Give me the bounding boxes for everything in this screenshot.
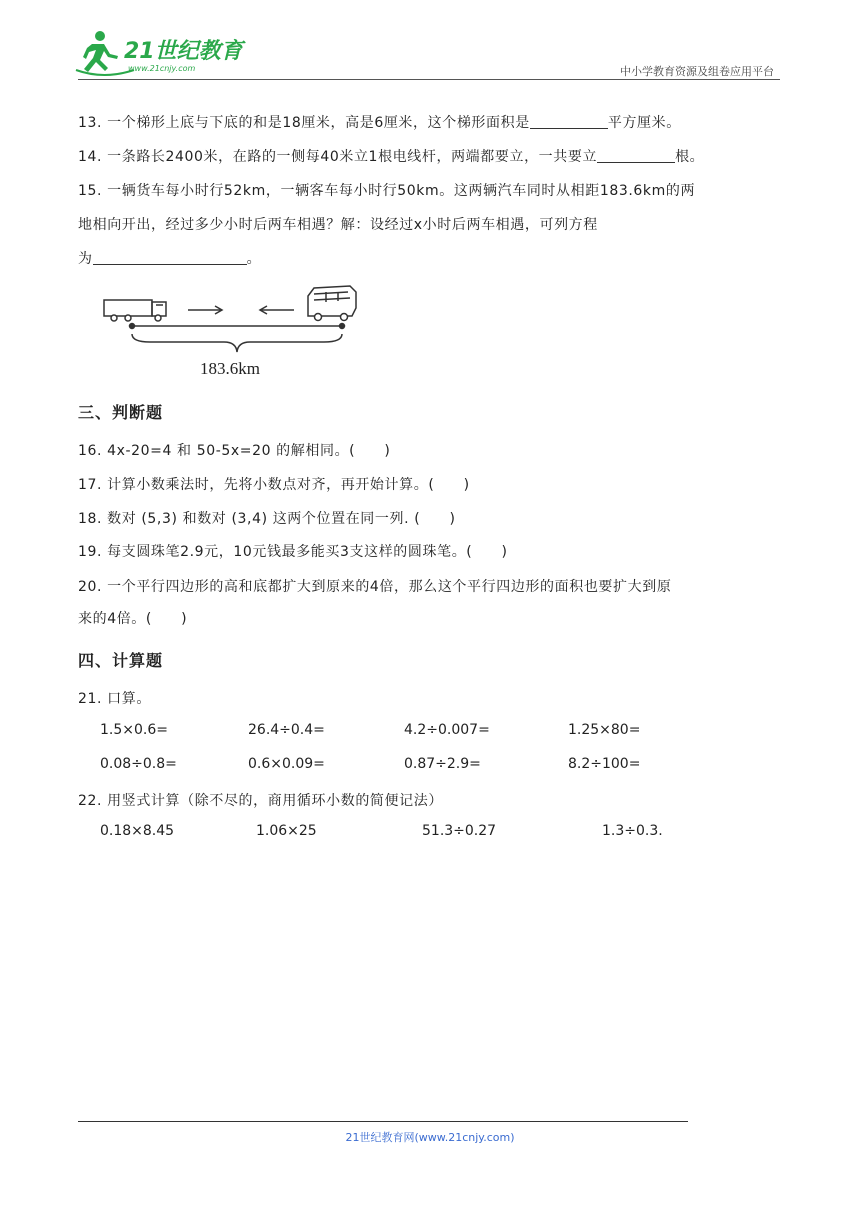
right-arrow-icon [188,306,222,314]
question-19: 19. 每支圆珠笔2.9元，10元钱最多能买3支这样的圆珠笔。( ) [78,544,508,560]
left-arrow-icon [260,306,294,314]
oral-calc-item: 0.08÷0.8= [100,756,177,772]
footer-divider [78,1121,688,1122]
answer-blank-15 [93,250,247,265]
footer-link[interactable]: 21世纪教育网(www.21cnjy.com) [345,1131,515,1144]
distance-brace [132,334,342,352]
answer-blank-13 [530,114,608,129]
oral-calc-item: 26.4÷0.4= [248,722,325,738]
distance-label: 183.6km [200,359,260,378]
vertical-calc-item: 1.06×25 [256,823,317,839]
question-13-suffix: 平方厘米。 [607,115,681,131]
question-20-line-1: 20. 一个平行四边形的高和底都扩大到原来的4倍，那么这个平行四边形的面积也要扩大到原 [78,579,672,595]
site-logo [74,26,274,78]
oral-calc-item: 8.2÷100= [568,756,641,772]
oral-calc-item: 0.87÷2.9= [404,756,481,772]
question-21-title: 21. 口算。 [78,691,151,707]
distance-line [130,324,345,329]
header-divider [78,79,780,80]
question-22-title: 22. 用竖式计算（除不尽的，商用循环小数的简便记法） [78,793,443,809]
question-14-suffix: 根。 [675,149,705,165]
header-platform-text: 中小学教育资源及组卷应用平台 [620,65,774,78]
vertical-calc-item: 0.18×8.45 [100,823,175,839]
bus-icon [308,286,356,321]
question-14 [78,146,704,166]
vertical-calc-item: 1.3÷0.3. [602,823,663,839]
section-3-title: 三、判断题 [78,403,164,422]
vehicles-distance-figure [100,282,362,380]
question-15-suffix: 。 [246,251,262,267]
truck-icon [104,300,166,321]
question-17: 17. 计算小数乘法时，先将小数点对齐，再开始计算。( ) [78,477,470,493]
question-13 [78,112,681,132]
question-15-line-3 [78,248,261,268]
oral-calc-item: 0.6×0.09= [248,756,325,772]
section-4-title: 四、计算题 [78,651,164,670]
oral-calc-item: 1.25×80= [568,722,641,738]
oral-calc-item: 4.2÷0.007= [404,722,490,738]
vertical-calc-item: 51.3÷0.27 [422,823,497,839]
answer-blank-14 [597,148,675,163]
question-15-line-1: 15. 一辆货车每小时行52km，一辆客车每小时行50km。这两辆汽车同时从相距183.6km的两 [78,183,696,199]
question-13-text: 13. 一个梯形上底与下底的和是18厘米，高是6厘米，这个梯形面积是 [78,115,530,131]
logo-url: www.21cnjy.com [128,64,196,73]
question-15-prefix: 为 [78,251,93,267]
question-20-line-2: 来的4倍。( ) [78,611,188,627]
question-15-line-2: 地相向开出，经过多少小时后两车相遇？解：设经过x小时后两车相遇，可列方程 [78,217,598,233]
question-14-text: 14. 一条路长2400米，在路的一侧每40米立1根电线杆，两端都要立，一共要立 [78,149,598,165]
question-16: 16. 4x-20=4 和 50-5x=20 的解相同。( ) [78,443,391,459]
question-18: 18. 数对 (5,3) 和数对 (3,4) 这两个位置在同一列. ( ) [78,511,456,527]
logo-text: 21世纪教育 [124,39,243,64]
oral-calc-item: 1.5×0.6= [100,722,168,738]
